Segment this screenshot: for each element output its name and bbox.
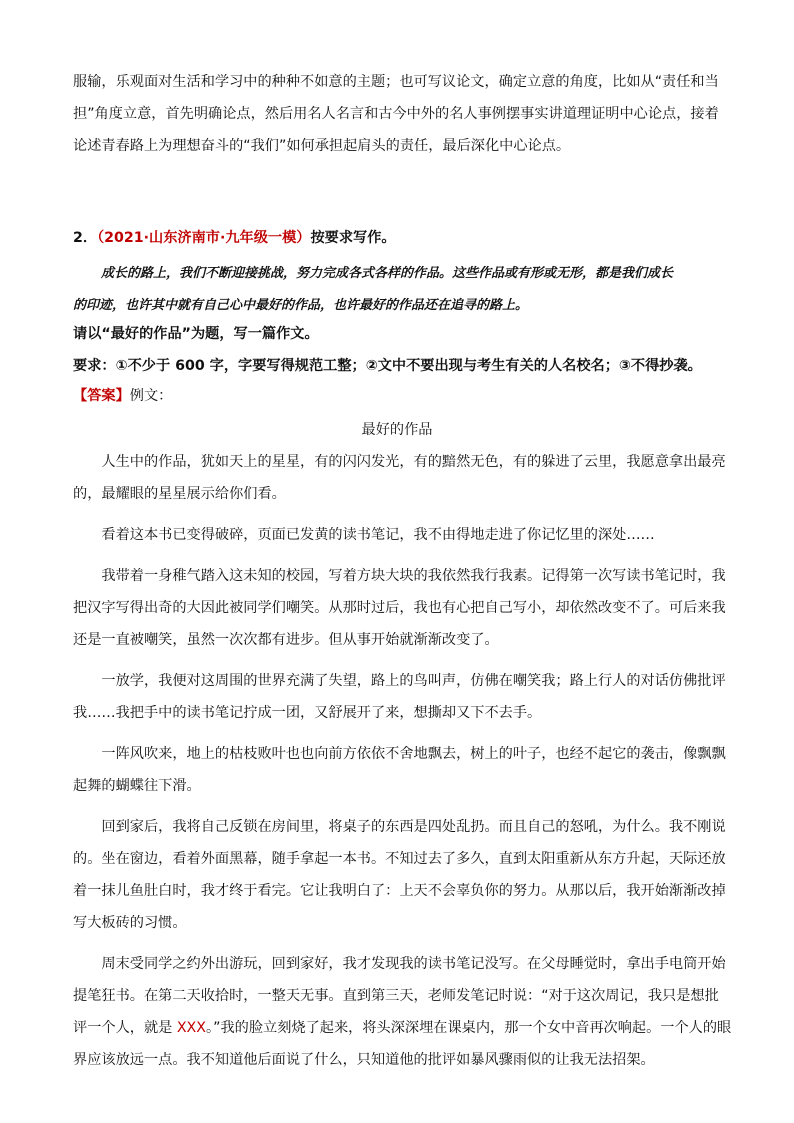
question-source: （2021·山东济南市·九年级一模） [97, 230, 311, 246]
essay-line: 看着这本书已变得破碎，页面已发黄的读书笔记，我不由得地走进了你记忆里的深处…… [73, 527, 655, 543]
question-instruction: 按要求写作。 [310, 230, 396, 246]
essay-line: 着一抹儿鱼肚白时，我才终于看完。它让我明白了：上天不会辜负你的努力。从那以后，我开始渐渐改掉 [73, 883, 726, 899]
essay-line: 一阵风吹来，地上的枯枝败叶也也向前方依依不舍地飘去，树上的叶子，也经不起它的袭击，像飘飘 [73, 746, 726, 762]
essay-line-part: 。”我的脸立刻烧了起来，将头深深埋在课桌内，那一个女中音再次响起。一个人的眼 [206, 1020, 732, 1036]
intro-line: 论述青春路上为理想奋斗的“我们”如何承担起肩头的责任，最后深化中心论点。 [73, 138, 571, 154]
essay-line: 把汉字写得出奇的大因此被同学们嘲笑。从那时过后，我也有心把自己写小，却依然改变不了。可后来我 [73, 600, 726, 616]
essay-paragraph [73, 811, 733, 939]
question-prompt [73, 258, 733, 322]
essay-line: 回到家后，我将自己反锁在房间里，将桌子的东西是四处乱扔。而且自己的怒吼，为什么。我不刚说 [73, 819, 726, 835]
prompt-line: 的印迹，也许其中就有自己心中最好的作品，也许最好的作品还在追寻的路上。 [73, 298, 529, 313]
essay-paragraph [73, 665, 733, 729]
essay-line: 起舞的蝴蝶往下滑。 [73, 778, 201, 794]
essay-line-part: 评一个人，就是 [73, 1020, 177, 1036]
answer-tag: 【答案】 [73, 388, 130, 404]
essay-line: 我……我把手中的读书笔记拧成一团，又舒展开了来，想撕却又下不去手。 [73, 705, 542, 721]
intro-line: 服输，乐观面对生活和学习中的种种不如意的主题；也可写议论文，确定立意的角度，比如从“责任和当 [73, 74, 719, 90]
essay-body [73, 446, 733, 1085]
question-heading [73, 226, 396, 250]
name-placeholder: XXX [176, 1020, 206, 1036]
question-number: 2． [73, 230, 98, 246]
essay-line: 还是一直被嘲笑，虽然一次次都有进步。但从事开始就渐渐改变了。 [73, 632, 499, 648]
essay-paragraph [73, 519, 733, 551]
intro-line: 担”角度立意，首先明确论点，然后用名人名言和古今中外的名人事例摆事实讲道理证明中心论点，接着 [73, 106, 719, 122]
essay-line: 的。坐在窗边，看着外面黑幕，随手拿起一本书。不知过去了多久，直到太阳重新从东方升起，天际还放 [73, 851, 726, 867]
intro-paragraph [73, 66, 719, 162]
essay-paragraph [73, 948, 733, 1076]
prompt-line: 成长的路上，我们不断迎接挑战，努力完成各式各样的作品。这些作品或有形或无形，都是我们成长 [101, 266, 674, 281]
essay-line: 写大板砖的习惯。 [73, 915, 187, 931]
essay-line: 我带着一身稚气踏入这未知的校园，写着方块大块的我依然我行我素。记得第一次写读书笔记时，我 [73, 568, 726, 584]
essay-line: 一放学，我便对这周围的世界充满了失望，路上的鸟叫声，仿佛在嘲笑我；路上行人的对话仿佛批评 [73, 673, 726, 689]
answer-label: 例文： [129, 388, 173, 404]
essay-paragraph [73, 738, 733, 802]
essay-line-with-name [73, 1012, 733, 1044]
essay-line: 的，最耀眼的星星展示给你们看。 [73, 486, 286, 502]
essay-paragraph [73, 560, 733, 656]
answer-line [73, 384, 172, 408]
essay-paragraph [73, 446, 733, 510]
question-task: 请以“最好的作品”为题，写一篇作文。 [73, 326, 319, 342]
essay-line: 人生中的作品，犹如天上的星星，有的闪闪发光，有的黯然无色，有的躲进了云里，我愿意拿出最亮 [73, 454, 726, 470]
essay-title: 最好的作品 [361, 422, 433, 438]
essay-line: 提笔狂书。在第二天收拾时，一整天无事。直到第三天，老师发笔记时说：“对于这次周记，我只是想批 [73, 988, 719, 1004]
essay-line: 周末受同学之约外出游玩，回到家好，我才发现我的读书笔记没写。在父母睡觉时，拿出手电筒开始 [73, 956, 726, 972]
question-requirements: 要求：①不少于 600 字，字要写得规范工整；②文中不要出现与考生有关的人名校名；③不得抄袭。 [73, 358, 702, 374]
essay-line: 界应该放远一点。我不知道他后面说了什么，只知道他的批评如暴风骤雨似的让我无法招架。 [73, 1052, 655, 1068]
